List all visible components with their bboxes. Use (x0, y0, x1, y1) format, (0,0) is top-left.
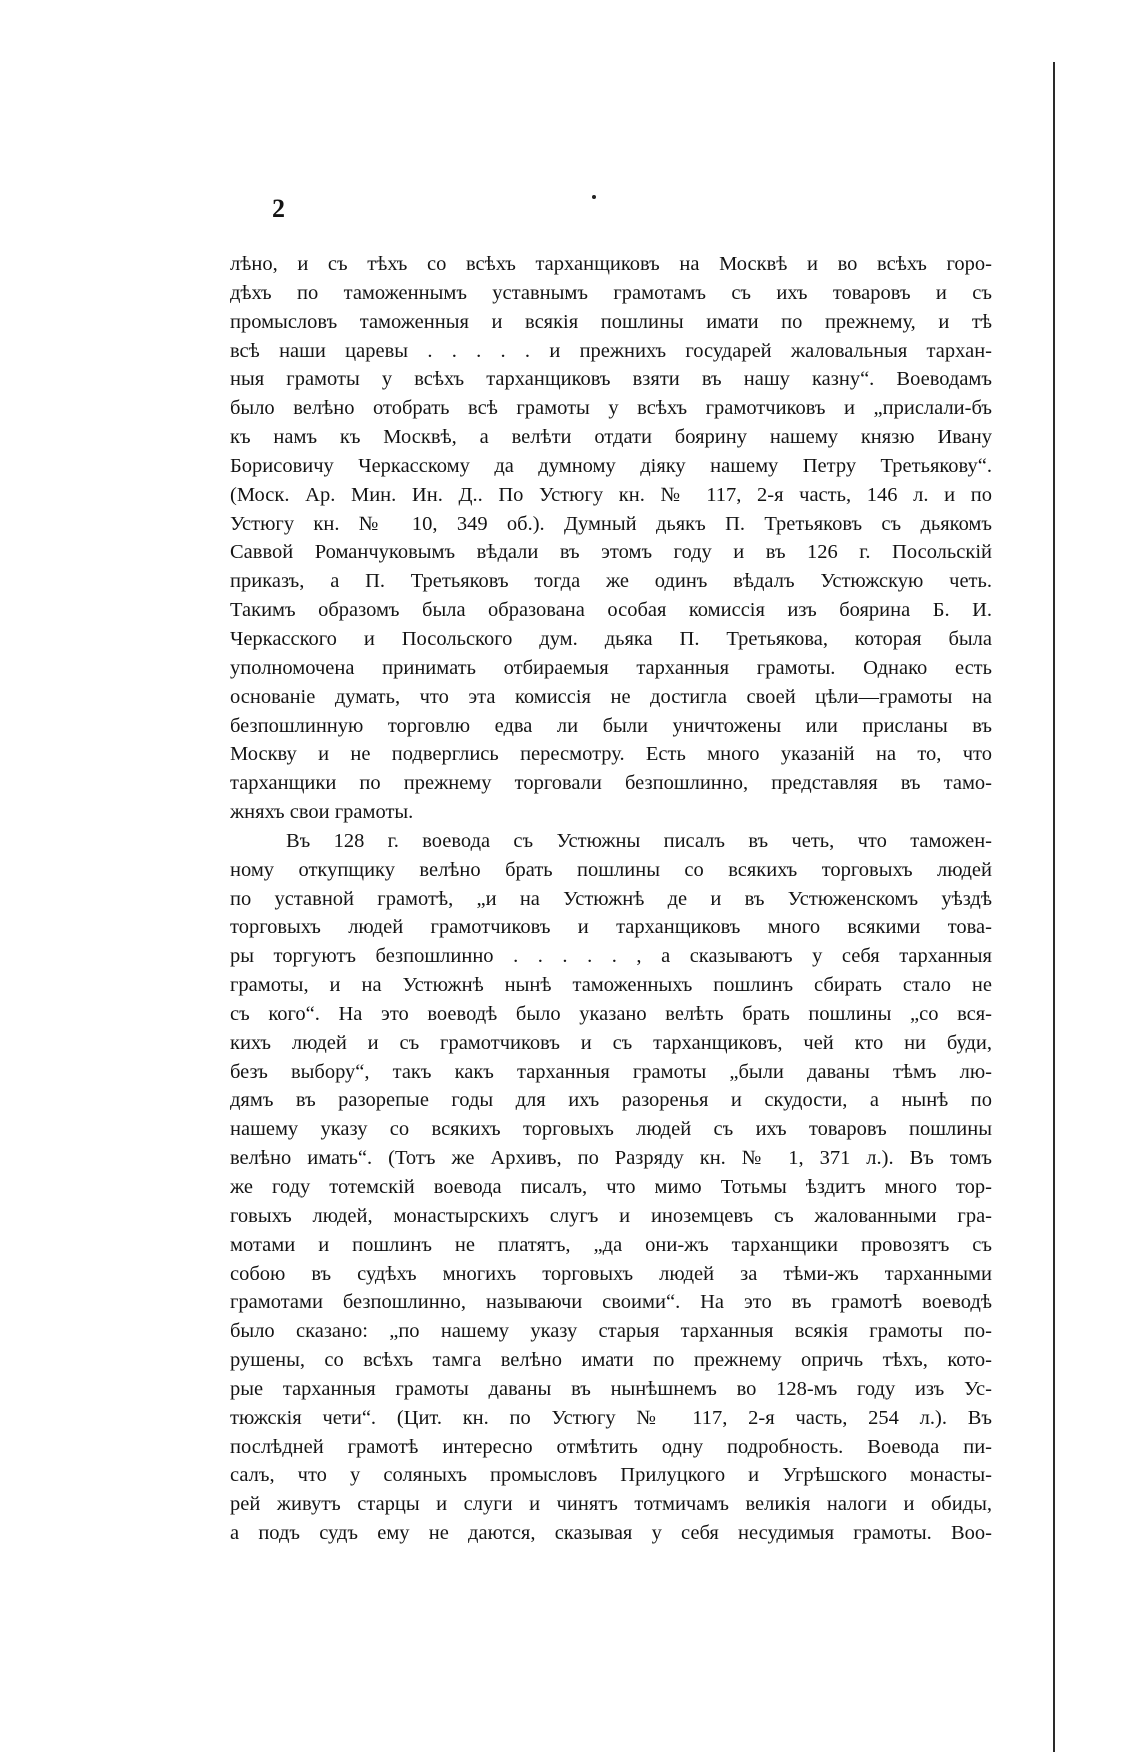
text-line: рушены, со всѣхъ тамга велѣно имати по прежнему опричь тѣхъ, кото- (230, 1349, 992, 1372)
text-line: ному откупщику велѣно брать пошлины со всякихъ торговыхъ людей (230, 858, 992, 881)
text-line: ры торгуютъ безпошлинно . . . . . , а сказываютъ у себя тарханныя (230, 945, 992, 968)
text-line: кихъ людей и съ грамотчиковъ и съ тарханщиковъ, чей кто ни буди, (230, 1031, 992, 1054)
text-line: приказъ, а П. Третьяковъ тогда же одинъ вѣдалъ Устюжскую четь. (230, 570, 992, 593)
text-line: жняхъ свои грамоты. (230, 801, 414, 824)
paragraph-start-line: Въ 128 г. воевода съ Устюжны писалъ въ четь, что таможен- (286, 829, 992, 852)
text-line: мотами и пошлинъ не платятъ, „да они-жъ тарханщики провозятъ съ (230, 1233, 992, 1256)
text-line: по уставной грамотѣ, „и на Устюжнѣ де и въ Устюженскомъ уѣздѣ (230, 887, 992, 910)
text-line: безпошлинную торговлю едва ли были уничтожены или присланы въ (230, 714, 992, 737)
text-line: салъ, что у соляныхъ промысловъ Прилуцкого и Угрѣшского монасты- (230, 1464, 992, 1487)
text-line: торговыхъ людей грамотчиковъ и тарханщиковъ много всякими това- (230, 916, 992, 939)
ink-dot (592, 195, 596, 199)
text-line: уполномочена принимать отбираемыя тарханныя грамоты. Однако есть (230, 656, 992, 679)
text-line: было сказано: „по нашему указу старыя тарханныя всякія грамоты по- (230, 1320, 992, 1343)
text-line: Москву и не подверглись пересмотру. Есть много указаній на то, что (230, 743, 992, 766)
text-line: безъ выбору“, такъ какъ тарханныя грамоты „были даваны тѣмъ лю- (230, 1060, 992, 1083)
text-line: велѣно имать“. (Тотъ же Архивъ, по Разряду кн. № 1, 371 л.). Въ томъ (230, 1147, 992, 1170)
text-line: лѣно, и съ тѣхъ со всѣхъ тарханщиковъ на Москвѣ и во всѣхъ горо- (230, 253, 992, 275)
text-line: говыхъ людей, монастырскихъ слугъ и иноземцевъ съ жалованными гра- (230, 1204, 992, 1227)
text-line: Черкасского и Посольского дум. дьяка П. Третьякова, которая была (230, 627, 992, 650)
text-line: всѣ наши царевы . . . . . и прежнихъ государей жаловальныя тархан- (230, 339, 992, 362)
text-line: промысловъ таможенныя и всякія пошлины имати по прежнему, и тѣ (230, 310, 992, 333)
text-line: собою въ судѣхъ многихъ торговыхъ людей за тѣми-жъ тарханными (230, 1262, 992, 1285)
text-line: Борисовичу Черкасскому да думному діяку нашему Петру Третьякову“. (230, 454, 992, 477)
body-text (230, 250, 992, 1548)
text-line: тюжскія чети“. (Цит. кн. по Устюгу № 117, 2-я часть, 254 л.). Въ (230, 1406, 992, 1429)
text-line: грамоты, и на Устюжнѣ нынѣ таможенныхъ пошлинъ сбирать стало не (230, 974, 992, 997)
page-number: 2 (272, 194, 285, 223)
text-line: съ кого“. На это воеводѣ было указано велѣть брать пошлины „со вся- (230, 1002, 992, 1025)
text-line: нашему указу со всякихъ торговыхъ людей съ ихъ товаровъ пошлины (230, 1118, 992, 1141)
text-line: (Моск. Ар. Мин. Ин. Д.. По Устюгу кн. № 117, 2-я часть, 146 л. и по (230, 483, 992, 506)
text-line: Устюгу кн. № 10, 349 об.). Думный дьякъ П. Третьяковъ съ дьякомъ (230, 512, 992, 535)
text-line: было велѣно отобрать всѣ грамоты у всѣхъ грамотчиковъ и „прислали-бъ (230, 397, 992, 420)
text-line: ныя грамоты у всѣхъ тарханщиковъ взяти въ нашу казну“. Воеводамъ (230, 368, 992, 391)
text-line: грамотами безпошлинно, называючи своими“. На это въ грамотѣ воеводѣ (230, 1291, 992, 1314)
text-line: дямъ въ разорепые годы для ихъ разоренья и скудости, а нынѣ по (230, 1089, 992, 1112)
text-line: рей живутъ старцы и слуги и чинятъ тотмичамъ великія налоги и обиды, (230, 1493, 992, 1516)
text-line: рые тарханныя грамоты даваны въ нынѣшнемъ во 128-мъ году изъ Ус- (230, 1377, 992, 1400)
text-line: дѣхъ по таможеннымъ уставнымъ грамотамъ съ ихъ товаровъ и съ (230, 281, 992, 304)
text-line: основаніе думать, что эта комиссія не достигла своей цѣли—грамоты на (230, 685, 992, 708)
text-line: Такимъ образомъ была образована особая комиссія изъ боярина Б. И. (230, 599, 992, 622)
scan-edge-line (1053, 62, 1055, 1752)
text-line: послѣдней грамотѣ интересно отмѣтить одну подробность. Воевода пи- (230, 1435, 992, 1458)
text-line: а подъ судъ ему не даются, сказывая у себя несудимыя грамоты. Воо- (230, 1522, 992, 1545)
text-line: тарханщики по прежнему торговали безпошлинно, представляя въ тамо- (230, 772, 992, 795)
text-line: Саввой Романчуковымъ вѣдали въ этомъ году и въ 126 г. Посольскій (230, 541, 992, 564)
text-line: къ намъ къ Москвѣ, а велѣти отдати боярину нашему князю Ивану (230, 426, 992, 449)
text-line: же году тотемскій воевода писалъ, что мимо Тотьмы ѣздитъ много тор- (230, 1176, 992, 1198)
